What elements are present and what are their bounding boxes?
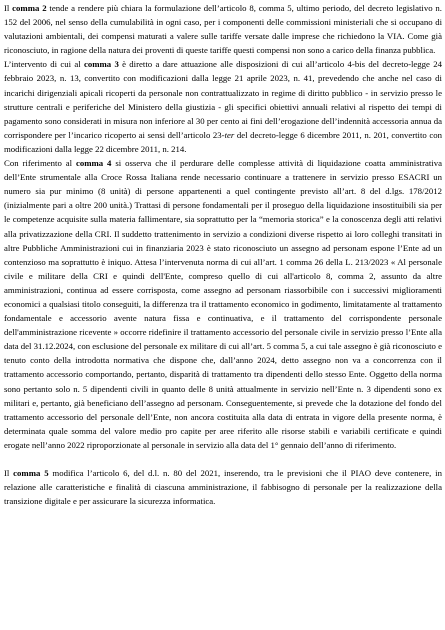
comma-reference: comma 5	[13, 468, 49, 478]
paragraph-gap	[4, 452, 442, 466]
text-run: modifica l’articolo 6, del d.l. n. 80 del 2021, inserendo, tra le previsioni che il PIAO deve contenere, in relazione alle caratteristiche e finalità di ciascuna amministrazione, il fabbisogno di personale per la realizzazione della transizione digitale e per assicurare la sicurezza informatica.	[4, 468, 442, 507]
text-run: si osserva che il perdurare delle complesse attività di liquidazione coatta amministrativa dell’Ente strumentale alla Croce Rossa Italiana rende necessario continuare a trattenere in servizio presso ESACRI un numero sia pur minimo (8 unità) di persone appartenenti a quel contingente previsto all’art. 8 del d.lgs. 178/2012 (inizialmente pari a oltre 200 unità.) Trattasi di persone fondamentali per il proseguo della liquidazione insostituibili sia per le competenze acquisite sulla materia fallimentare, sia soprattutto per la “memoria storica” e la conoscenza degli atti relativi alla privatizzazione della CRI. Il suddetto trattenimento in servizio a condizioni diverse rispetto ai loro colleghi transitati in altre Pubbliche Amministrazioni cui in finanziaria 2023 è stato riconosciuto un assegno ad personam espone l’Ente ad un contenzioso ma soprattutto è iniquo. Attesa l’intervenuta norma di cui all’art. 1 comma 26 della L. 213/2023 « Al personale civile e militare della CRI e quindi dell'Ente, compreso quello di cui all'articolo 8, comma 2, assunto da altre amministrazioni, continua ad essere corrisposta, come assegno ad personam riassorbibile con i successivi miglioramenti economici a qualsiasi titolo conseguiti, la differenza tra il trattamento economico in godimento, limitatamente al trattamento fondamentale e accessorio avente natura fissa e continuativa, e il trattamento del corrispondente personale dell'amministrazione ricevente » occorre ridefinire il trattamento accessorio del personale civile in servizio presso l’Ente alla data del 31.12.2024, con esclusione del personale ex militare di cui all’art. 5 comma 5, a cui tale assegno è già riconosciuto e tenuto conto della introdotta normativa che dispone che, dall’anno 2024, detto assegno non va a concorrenza con il trattamento accessorio comportando, pertanto, disparità di trattamento tra dipendenti dello stesso Ente. Oggetto della norma sono pertanto solo n. 5 dipendenti civili in quanto delle 8 unità attualmente in servizio nell’Ente n. 3 dipendenti sono ex militari e, pertanto, già beneficiano dell’assegno ad personam. Conseguentemente, si prevede che la dotazione del fondo del trattamento accessorio del personale dell’Ente, non ancora costituita alla data di entrata in vigore della presente norma, è determinata quale somma del valore medio pro capite per aree riferito alle risorse stabili e variabili certificate e quindi erogate nell’anno 2022 riproporzionate al personale in servizio alla data del 1° gennaio dell’anno di riferimento.	[4, 158, 442, 450]
text-run: Il	[4, 468, 14, 478]
text-run: Il	[4, 3, 13, 13]
text-run: è diretto a dare attuazione alle disposizioni di cui all’articolo 4-bis del decreto-legge 24 febbraio 2023, n. 13, convertito con modificazioni dalla legge 21 aprile 2023, n. 41, prevedendo che anche nel caso di incarichi dirigenziali apicali ricoperti da personale non contrattualizzato in regime di diritto pubblico - in servizio presso le strutture centrali e periferiche del Ministero della giustizia - gli specifici obiettivi annuali relativi al rispetto dei tempi di pagamento sono considerati in misura non inferiore al 30 per cento ai fini dell’erogazione dell’indennità accessoria annua da corrispondere per l’incarico ricoperto ai sensi dell’articolo 23-	[4, 59, 442, 140]
text-run: del decreto-legge 6 dicembre 2011, n. 201, convertito con modificazioni dalla legge 22 dicembre 2011, n. 214.	[4, 129, 442, 154]
italic-suffix: ter	[224, 129, 235, 140]
paragraph-comma-5	[4, 466, 442, 508]
paragraph-comma-3	[4, 57, 442, 156]
comma-reference: comma 3	[83, 59, 119, 70]
text-run: L’intervento di cui al	[4, 59, 84, 70]
text-run: tende a rendere più chiara la formulazione dell’articolo 8, comma 5, ultimo periodo, del decreto legislativo n. 152 del 2006, nel senso della cumulabilità in ogni caso, per i componenti delle commissioni ministeriali che si occupano di valutazioni ambientali, dei compensi maturati a valere sulle tariffe versate dalle imprese che richiedono la VIA. Come già riconosciuto, in ragione della natura dei proventi di queste tariffe questi compensi non sono a carico della finanza pubblica.	[4, 3, 442, 56]
paragraph-comma-2	[4, 1, 442, 57]
paragraph-comma-4	[4, 156, 442, 452]
text-run: Con riferimento al	[4, 158, 76, 169]
comma-reference: comma 4	[75, 158, 112, 169]
comma-reference: comma 2	[12, 3, 47, 13]
